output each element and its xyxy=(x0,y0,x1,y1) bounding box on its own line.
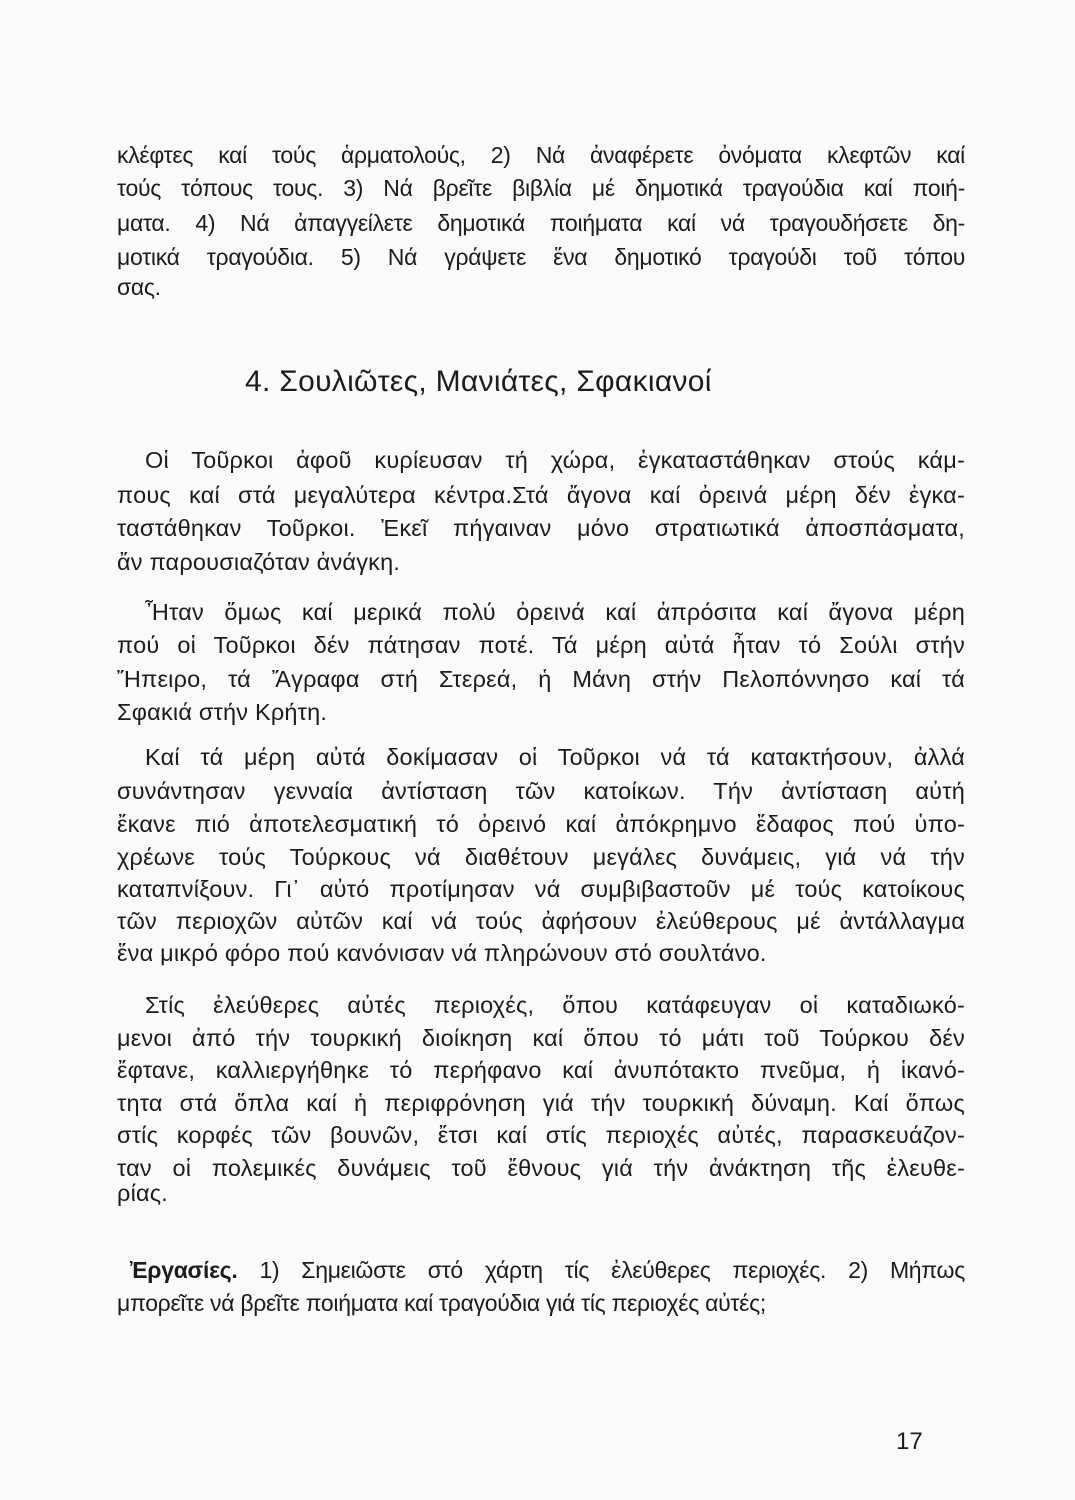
page-number: 17 xyxy=(896,1428,923,1455)
text-line: τούς τόπους τους. 3) Νά βρεῖτε βιβλία μέ δημοτικά τραγούδια καί ποιή- xyxy=(117,175,965,201)
text-line: Στίς ἐλεύθερες αὐτές περιοχές, ὅπου κατάφευγαν οἱ καταδιωκό- xyxy=(145,992,965,1018)
text-line: Ἤπειρο, τά Ἄγραφα στή Στερεά, ἡ Μάνη στήν Πελοπόννησο καί τά xyxy=(117,666,965,692)
text-line: στίς κορφές τῶν βουνῶν, ἔτσι καί στίς περιοχές αὐτές, παρασκευάζον- xyxy=(117,1122,965,1148)
exercises-text: 1) Σημειῶστε στό χάρτη τίς ἐλεύθερες περιοχές. 2) Μήπως xyxy=(237,1257,965,1283)
text-line: ταστάθηκαν Τοῦρκοι. Ἐκεῖ πήγαιναν μόνο στρατιωτικά ἀποσπάσματα, xyxy=(117,515,965,541)
text-line xyxy=(130,1255,965,1285)
exercises-label: Ἐργασίες. xyxy=(130,1257,238,1283)
text-line: μπορεῖτε νά βρεῖτε ποιήματα καί τραγούδια γιά τίς περιοχές αὐτές; xyxy=(117,1290,766,1316)
text-line: Ἦταν ὅμως καί μερικά πολύ ὀρεινά καί ἀπρόσιτα καί ἄγονα μέρη xyxy=(145,599,965,625)
text-line: Σφακιά στήν Κρήτη. xyxy=(117,699,328,725)
text-line: ρίας. xyxy=(117,1180,169,1206)
text-line: κλέφτες καί τούς ἁρματολούς, 2) Νά ἀναφέρετε ὀνόματα κλεφτῶν καί xyxy=(117,142,965,168)
section-title: 4. Σουλιῶτες, Μανιάτες, Σφακιανοί xyxy=(245,365,712,398)
text-line: ἔφτανε, καλλιεργήθηκε τό περήφανο καί ἀνυπότακτο πνεῦμα, ἡ ἱκανό- xyxy=(117,1057,965,1083)
text-line: ἕνα μικρό φόρο πού κανόνισαν νά πληρώνουν στό σουλτάνο. xyxy=(117,940,767,966)
text-line: συνάντησαν γενναία ἀντίσταση τῶν κατοίκων. Τήν ἀντίσταση αὐτή xyxy=(117,778,965,804)
text-line: καταπνίξουν. Γι᾽ αὐτό προτίμησαν νά συμβιβαστοῦν μέ τούς κατοίκους xyxy=(117,876,965,902)
text-line: μοτικά τραγούδια. 5) Νά γράψετε ἕνα δημοτικό τραγούδι τοῦ τόπου xyxy=(117,244,965,270)
text-line: ἔκανε πιό ἀποτελεσματική τό ὀρεινό καί ἀπόκρημνο ἔδαφος πού ὑπο- xyxy=(117,811,965,837)
text-line: χρέωνε τούς Τούρκους νά διαθέτουν μεγάλες δυνάμεις, γιά νά τήν xyxy=(117,844,965,870)
text-line: ἄν παρουσιαζόταν ἀνάγκη. xyxy=(117,549,401,575)
text-line: Καί τά μέρη αὐτά δοκίμασαν οἱ Τοῦρκοι νά τά κατακτήσουν, ἀλλά xyxy=(145,744,965,770)
text-line: μενοι ἀπό τήν τουρκική διοίκηση καί ὅπου τό μάτι τοῦ Τούρκου δέν xyxy=(117,1025,965,1051)
text-line: πους καί στά μεγαλύτερα κέντρα.Στά ἄγονα καί ὀρεινά μέρη δέν ἐγκα- xyxy=(117,482,965,508)
text-line: ταν οἱ πολεμικές δυνάμεις τοῦ ἔθνους γιά τήν ἀνάκτηση τῆς ἐλευθε- xyxy=(117,1155,965,1181)
text-line: πού οἱ Τοῦρκοι δέν πάτησαν ποτέ. Τά μέρη αὐτά ἦταν τό Σούλι στήν xyxy=(117,632,965,658)
text-line: σας. xyxy=(117,274,161,300)
text-line: Οἱ Τοῦρκοι ἀφοῦ κυρίευσαν τή χώρα, ἐγκαταστάθηκαν στούς κάμ- xyxy=(145,447,965,473)
text-line: ματα. 4) Νά ἀπαγγείλετε δημοτικά ποιήματα καί νά τραγουδήσετε δη- xyxy=(117,210,965,236)
text-line: τητα στά ὅπλα καί ἡ περιφρόνηση γιά τήν τουρκική δύναμη. Καί ὅπως xyxy=(117,1090,965,1116)
text-line: τῶν περιοχῶν αὐτῶν καί νά τούς ἀφήσουν ἐλεύθερους μέ ἀντάλλαγμα xyxy=(117,908,965,934)
